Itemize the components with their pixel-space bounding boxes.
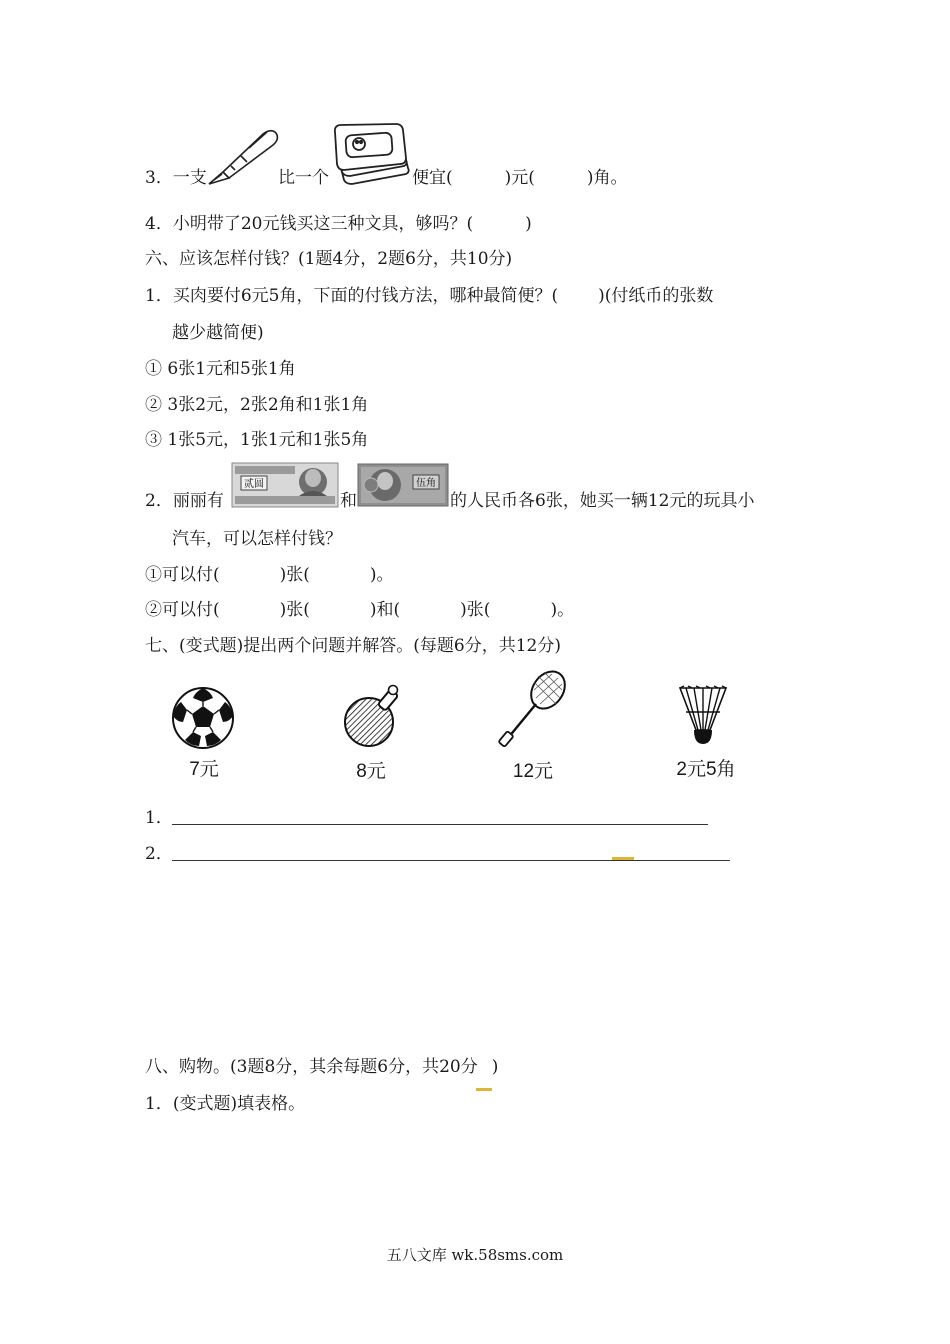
section-6-title: 六、应该怎样付钱？(1题4分，2题6分，共10分)	[145, 249, 513, 269]
price-ping-pong-paddle: 8元	[356, 761, 386, 782]
pencil-case-icon	[332, 122, 412, 188]
two-yuan-label: 贰圆	[244, 479, 264, 490]
answer-1: ①可以付( )张( )。	[145, 565, 394, 585]
badminton-racket-icon	[498, 668, 568, 748]
answer-2: ②可以付( )张( )和( )张( )。	[145, 600, 575, 620]
soccer-ball-icon	[171, 686, 235, 750]
two-yuan-note-icon	[231, 462, 339, 508]
five-jiao-label: 伍角	[416, 478, 436, 489]
question-line-1-label: 1．	[145, 808, 173, 828]
price-soccer-ball: 7元	[189, 759, 219, 780]
section-6-q1: 1．买肉要付6元5角，下面的付钱方法，哪种最简便？( )(付纸币的张数	[145, 286, 714, 306]
footer-watermark: 五八文库 wk.58sms.com	[386, 1246, 564, 1264]
question-3: 3．一支	[145, 168, 207, 188]
five-jiao-note-icon	[357, 463, 449, 507]
question-3-compare: 比一个	[278, 168, 329, 188]
question-3-answer: 便宜( )元( )角。	[412, 168, 628, 188]
section-6-q2-start: 2．丽丽有	[145, 491, 224, 511]
section-6-q2-and: 和	[340, 491, 357, 511]
section-6-q2-end: 的人民币各6张，她买一辆12元的玩具小	[450, 491, 755, 511]
highlight-mark-2	[476, 1088, 492, 1091]
section-8-title: 八、购物。(3题8分，其余每题6分，共20分 )	[145, 1055, 498, 1079]
highlight-mark	[612, 857, 634, 860]
section-6-q2-cont: 汽车，可以怎样付钱？	[172, 529, 342, 549]
price-shuttlecock: 2元5角	[676, 759, 736, 780]
fountain-pen-icon	[205, 126, 281, 188]
section-7-title: 七、(变式题)提出两个问题并解答。(每题6分，共12分)	[145, 636, 561, 656]
answer-line-1[interactable]	[172, 824, 708, 825]
price-badminton-racket: 12元	[512, 761, 554, 782]
question-4: 4．小明带了20元钱买这三种文具，够吗？( )	[145, 214, 532, 234]
section-8-q1: 1．(变式题)填表格。	[145, 1094, 306, 1114]
section-6-q1-cont: 越少越简便)	[172, 323, 264, 343]
option-1: ① 6张1元和5张1角	[145, 359, 296, 379]
option-2: ② 3张2元，2张2角和1张1角	[145, 395, 369, 415]
option-3: ③ 1张5元，1张1元和1张5角	[145, 430, 369, 450]
question-line-2-label: 2．	[145, 844, 173, 864]
ping-pong-paddle-icon	[341, 684, 403, 750]
shuttlecock-icon	[676, 684, 730, 748]
answer-line-2[interactable]	[172, 860, 730, 861]
